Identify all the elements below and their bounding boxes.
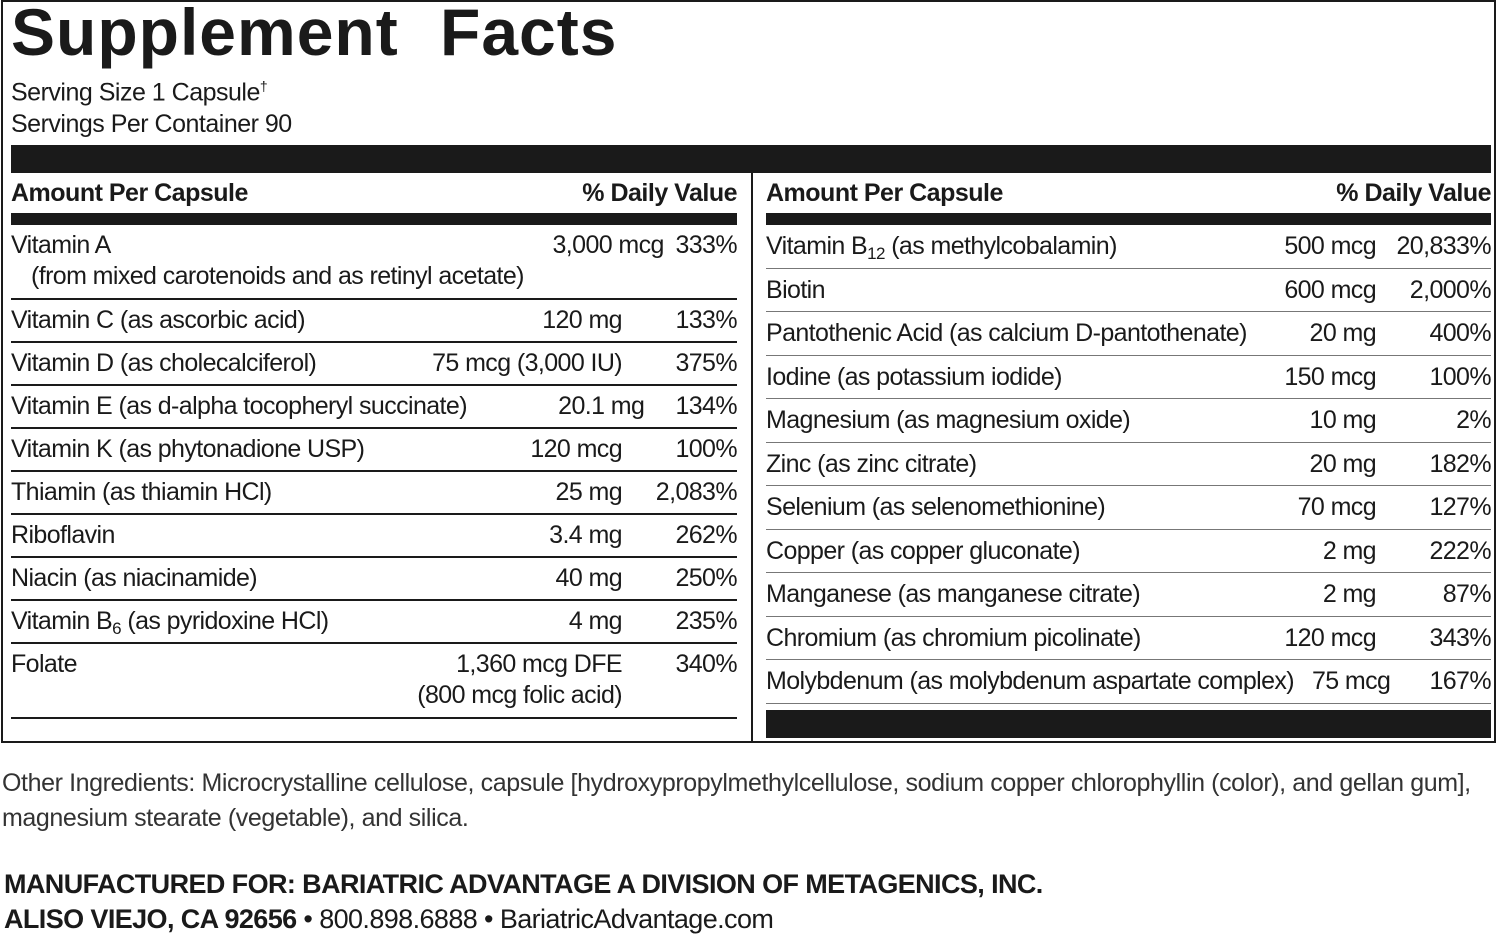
amount-header: Amount Per Capsule [11,178,248,207]
amount-value: 10 mg [1309,406,1376,434]
daily-value: 182% [1429,449,1491,478]
nutrient-name-text: Biotin [766,275,825,304]
table-row [11,225,737,300]
daily-value: 340% [675,650,737,678]
table-row [11,601,737,644]
daily-value: 343% [1429,623,1491,652]
manufacturer-phone: 800.898.6888 [319,904,478,934]
nutrient-amount [402,520,622,556]
daily-value: 2% [1456,406,1491,434]
daily-value-header: % Daily Value [582,178,737,207]
nutrient-name-text: Manganese (as manganese citrate) [766,580,1141,608]
nutrient-name-text: Magnesium (as magnesium oxide) [766,406,1131,434]
serving-size [11,78,267,107]
table-row [766,660,1491,704]
nutrient-name [766,275,1266,312]
amount-value: 120 mcg [530,435,622,463]
other-ingredients: Other Ingredients: Microcrystalline cellulose, capsule [hydroxypropylmethylcellulose, sodium copper chlorophyllin (color), and gellan gum], magnesium stearate (vegetable), and silica. [2,769,1471,832]
amount-value: 75 mcg [1311,667,1391,695]
left-nutrient-column [11,173,737,719]
nutrient-name-text: Molybdenum (as molybdenum aspartate complex) [766,667,1295,695]
separator: • [296,904,320,934]
supplement-facts-panel [1,0,1496,743]
daily-value: 100% [675,435,737,463]
amount-value: 2 mg [1322,536,1376,565]
table-row [766,617,1491,661]
amount-value: 20 mg [1309,319,1376,347]
nutrient-subscript: 12 [867,244,885,263]
daily-value: 333% [675,231,737,259]
table-row [11,515,737,558]
nutrient-name [11,649,402,717]
nutrient-amount [1266,405,1376,442]
nutrient-amount [1266,318,1376,355]
daily-value: 222% [1429,536,1491,565]
nutrient-name [766,362,1266,399]
nutrient-name [11,477,402,513]
amount-value: 500 mcg [1284,232,1376,260]
nutrient-name-text: Vitamin B [766,232,868,260]
nutrient-source-detail: (from mixed carotenoids and as retinyl acetate) [31,262,524,290]
nutrient-amount [524,230,664,298]
table-row [766,573,1491,617]
nutrient-amount [1266,231,1376,268]
right-column-header [766,173,1491,225]
nutrient-name-text: Pantothenic Acid (as calcium D-pantothenate) [766,319,1247,347]
amount-value: 600 mcg [1284,275,1376,304]
amount-value: 120 mcg [1284,623,1376,652]
nutrient-amount [402,606,622,642]
manufacturer-address: ALISO VIEJO, CA 92656 [4,904,297,934]
daily-value: 134% [675,392,737,420]
daily-value: 375% [675,349,737,377]
nutrient-name [11,348,402,384]
nutrient-name [11,305,402,341]
table-row [766,443,1491,487]
nutrient-name-source: (as methylcobalamin) [884,232,1117,260]
daily-value: 20,833% [1396,232,1491,260]
daily-value: 100% [1429,362,1491,391]
nutrient-name [766,536,1266,573]
separator: • [477,904,500,934]
nutrient-name-text: Zinc (as zinc citrate) [766,449,977,478]
nutrient-amount [1266,623,1376,660]
nutrient-name-text: Vitamin K (as phytonadione USP) [11,435,365,463]
amount-value: 40 mg [555,564,622,592]
daily-value: 127% [1429,493,1491,521]
nutrient-amount [1266,449,1376,486]
table-row [766,356,1491,400]
nutrient-amount [1266,492,1376,529]
table-row [766,399,1491,443]
nutrient-name [766,623,1266,660]
nutrient-amount [1266,579,1376,616]
nutrient-name-text: Vitamin E (as d-alpha tocopheryl succinate) [11,392,467,420]
nutrient-amount [467,391,644,427]
amount-value: 20 mg [1309,449,1376,478]
nutrient-name [11,520,402,556]
nutrient-name [766,318,1266,355]
table-row [11,558,737,601]
amount-value: 3.4 mg [549,521,622,549]
nutrient-amount [1294,666,1390,703]
nutrient-name-text: Thiamin (as thiamin HCl) [11,478,272,506]
nutrient-name [766,666,1294,703]
table-row [766,269,1491,313]
nutrient-name [766,405,1266,442]
amount-value: 120 mg [542,306,622,334]
nutrient-name-source: (as pyridoxine HCl) [121,607,329,635]
nutrient-name-text: Riboflavin [11,521,115,549]
manufacturer-line: MANUFACTURED FOR: BARIATRIC ADVANTAGE A DIVISION OF METAGENICS, INC. [4,869,1043,899]
nutrient-name-text: Vitamin D (as cholecalciferol) [11,349,317,377]
footer-rule [766,710,1491,738]
nutrient-amount [402,649,622,717]
nutrient-name-text: Folate [11,650,77,678]
amount-value: 75 mcg (3,000 IU) [432,349,622,377]
daily-value-header: % Daily Value [1336,178,1491,207]
nutrient-name-text: Vitamin B [11,607,113,635]
nutrient-name [11,434,402,470]
nutrient-name-text: Copper (as copper gluconate) [766,536,1080,565]
nutrient-subscript: 6 [112,619,121,638]
nutrient-amount [402,563,622,599]
table-row [766,530,1491,574]
amount-detail: (800 mcg folic acid) [417,681,622,709]
daily-value: 167% [1429,667,1491,695]
nutrient-name [766,579,1266,616]
table-row [766,225,1491,269]
amount-header: Amount Per Capsule [766,178,1003,207]
nutrient-name [766,231,1266,268]
nutrient-amount [402,477,622,513]
manufacturer-website: BariatricAdvantage.com [499,904,774,934]
page-title: Supplement Facts [11,0,618,69]
table-row [11,343,737,386]
header-rule [11,145,1491,173]
nutrient-name-text: Iodine (as potassium iodide) [766,362,1062,391]
daily-value: 235% [675,607,737,635]
amount-value: 4 mg [568,607,622,635]
table-row [766,486,1491,530]
servings-per-container: Servings Per Container 90 [11,110,292,138]
nutrient-name [11,230,524,298]
amount-value: 3,000 mcg [552,231,664,259]
nutrient-name-text: Selenium (as selenomethionine) [766,493,1106,521]
table-row [11,472,737,515]
left-column-header [11,173,737,225]
nutrient-name-text: Chromium (as chromium picolinate) [766,623,1141,652]
table-row [766,312,1491,356]
amount-value: 25 mg [555,478,622,506]
nutrient-amount [402,348,622,384]
daily-value: 2,083% [655,478,737,506]
right-nutrient-column [766,173,1491,704]
table-row [11,300,737,343]
nutrient-name [766,492,1266,529]
nutrient-amount [402,434,622,470]
nutrient-name [11,606,402,642]
amount-value: 2 mg [1322,580,1376,608]
nutrient-amount [402,305,622,341]
daily-value: 262% [675,521,737,549]
nutrient-name [11,391,467,427]
table-row [11,429,737,472]
column-divider [751,173,753,743]
serving-size-mark: † [259,78,268,94]
daily-value: 2,000% [1409,275,1491,304]
nutrient-name [766,449,1266,486]
nutrient-amount [1266,362,1376,399]
daily-value: 133% [675,306,737,334]
amount-value: 1,360 mcg DFE [456,650,622,678]
nutrient-name [11,563,402,599]
nutrient-name-text: Niacin (as niacinamide) [11,564,258,592]
nutrient-amount [1266,536,1376,573]
daily-value: 250% [675,564,737,592]
daily-value: 87% [1442,580,1491,608]
daily-value: 400% [1429,319,1491,347]
nutrient-name-text: Vitamin A [11,231,111,259]
amount-value: 20.1 mg [558,392,645,420]
nutrient-name-text: Vitamin C (as ascorbic acid) [11,306,305,334]
serving-size-text: Serving Size 1 Capsule [11,78,260,107]
table-row [11,386,737,429]
amount-value: 70 mcg [1297,493,1376,521]
table-row [11,644,737,719]
nutrient-amount [1266,275,1376,312]
amount-value: 150 mcg [1284,362,1376,391]
manufacturer-contact [4,904,773,935]
